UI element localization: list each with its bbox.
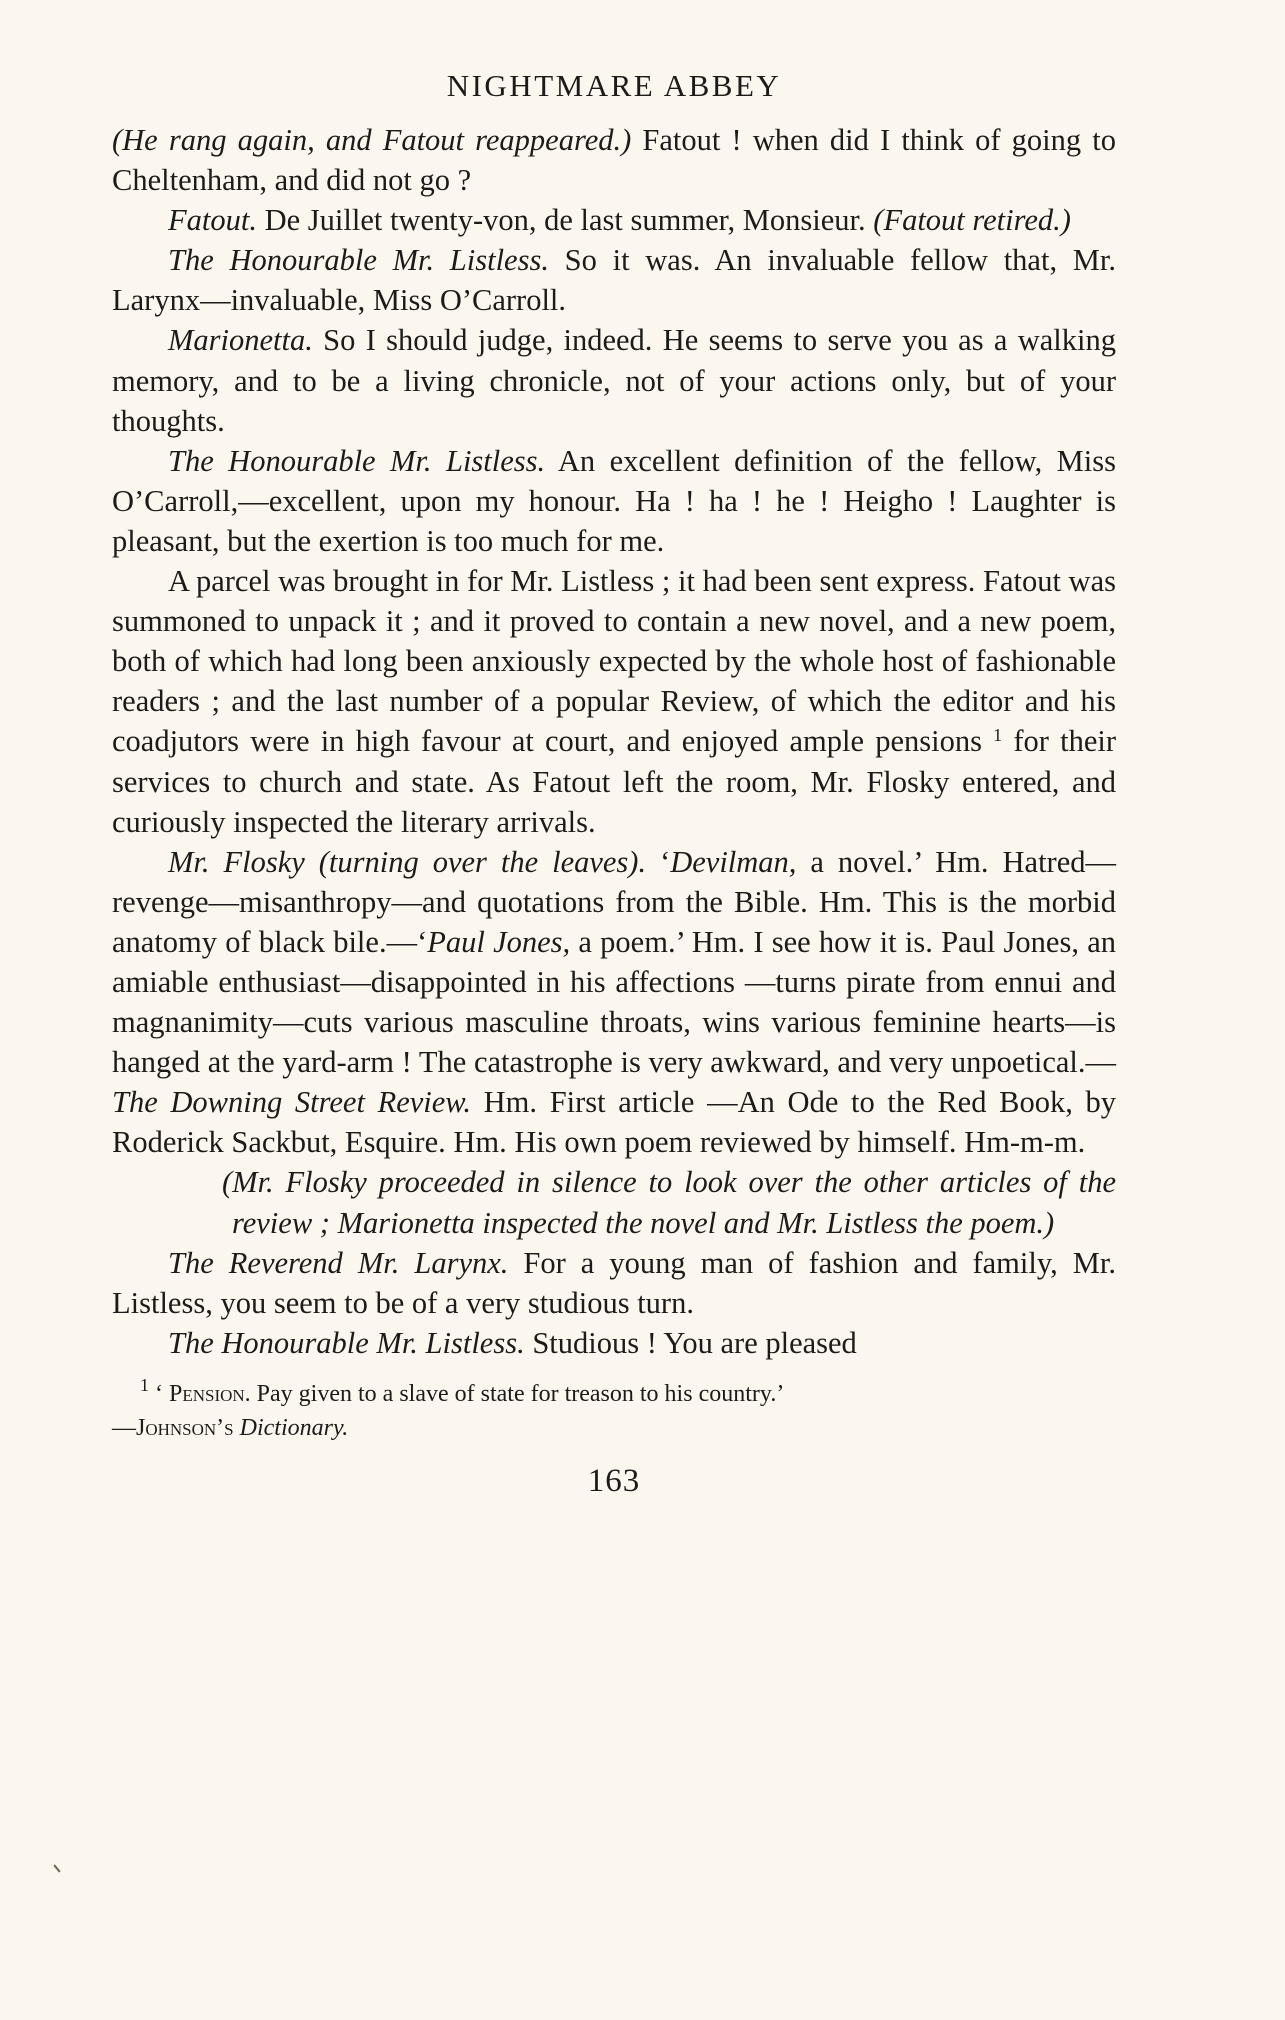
narrative-text: for their services to church and state. As Fatout left the room, Mr. Flosky entered, and curiously inspected the literary arrivals. <box>112 724 1116 839</box>
speaker-name: The Honourable Mr. Listless. <box>168 443 546 478</box>
speech-text: For a young man of fashion and family, Mr. Listless, you seem to be of a very studious turn. <box>112 1245 1116 1320</box>
body-text <box>112 120 1116 1363</box>
speech-text: Studious ! You are pleased <box>524 1325 857 1360</box>
stage-direction-block: (Mr. Flosky proceeded in silence to look over the other articles of the review ; Marionetta inspected the novel and Mr. Listless the poem.) <box>222 1165 1116 1240</box>
stage-direction: (turning over the leaves). <box>318 844 647 879</box>
speech-text: An excellent definition of the fellow, Miss O’Carroll,—excellent, upon my honour. Ha ! ha ! he ! Heigho ! Laughter is pleasant, but the exertion is too much for me. <box>112 443 1116 558</box>
review-title: The Downing Street Review. <box>112 1085 471 1120</box>
footnote-source <box>112 1411 1116 1445</box>
footnote-line <box>112 1374 1116 1411</box>
footnote <box>112 1374 1116 1445</box>
running-head: NIGHTMARE ABBEY <box>446 68 782 103</box>
footnote-dash: — <box>112 1414 136 1441</box>
footnote-marker: 1 <box>140 1374 149 1395</box>
paragraph-2 <box>112 200 1116 240</box>
footnote-source-name: Johnson’s <box>136 1414 234 1441</box>
speech-text: De Juillet twenty-von, de last summer, Monsieur. <box>256 203 874 238</box>
speaker-name: Mr. Flosky <box>168 844 305 879</box>
speech-text: So I should judge, indeed. He seems to serve you as a walking memory, and to be a living chronicle, not of your actions only, but of your thoughts. <box>112 323 1116 438</box>
paragraph-4 <box>112 320 1116 440</box>
speech-text: a poem.’ Hm. I see how it is. Paul Jones, an amiable enthusiast—disappointed in his affections —turns pirate from ennui and magnanimity—cuts various masculine throats, wins various feminine hearts—is hanged at the yard-arm ! The catastrophe is very awkward, and very unpoetical.— <box>112 924 1116 1080</box>
paragraph-9 <box>112 1243 1116 1323</box>
speaker-name: The Honourable Mr. Listless. <box>168 1325 525 1360</box>
paragraph-3 <box>112 240 1116 320</box>
stage-direction: (He rang again, and Fatout reappeared.) <box>112 123 632 157</box>
book-title: Paul Jones, <box>427 924 571 959</box>
footnote-term: ‘ Pension. <box>155 1380 251 1407</box>
book-title: Devilman, <box>670 844 797 879</box>
paragraph-1 <box>112 120 1116 200</box>
speech-text: Hm. First article —An Ode to the Red Book, by Roderick Sackbut, Esquire. Hm. His own poem reviewed by himself. Hm-m-m. <box>112 1085 1116 1160</box>
footnote-source-title: Dictionary. <box>239 1414 349 1441</box>
speech-text: a novel.’ Hm. Hatred—revenge—misanthropy—and quotations from the Bible. Hm. This is the morbid anatomy of black bile.—‘ <box>112 844 1116 959</box>
stage-direction: (Fatout retired.) <box>873 203 1071 238</box>
speaker-name: Fatout. <box>168 203 257 238</box>
footnote-reference: 1 <box>993 725 1003 746</box>
footnote-definition: Pay given to a slave of state for treason to his country.’ <box>250 1380 785 1407</box>
paragraph-6 <box>112 561 1116 842</box>
speech-text: So it was. An invaluable fellow that, Mr. Larynx—invaluable, Miss O’Carroll. <box>112 243 1116 318</box>
paragraph-7 <box>112 842 1116 1163</box>
speaker-name: The Reverend Mr. Larynx. <box>168 1245 509 1280</box>
speaker-name: Marionetta. <box>168 323 313 358</box>
paper-speck <box>53 1864 60 1872</box>
narrative-text: A parcel was brought in for Mr. Listless ; it had been sent express. Fatout was summoned to unpack it ; and it proved to contain a new novel, and a new poem, both of which had long been anxiously expected by the whole host of fashionable readers ; and the last number of a popular Review, of which the editor and his coadjutors were in high favour at court, and enjoyed ample pensions <box>112 564 1116 759</box>
book-page <box>112 66 1116 1500</box>
speaker-name: The Honourable Mr. Listless. <box>168 243 549 278</box>
speech-text: Fatout ! when did I think of going to Cheltenham, and did not go ? <box>112 123 1116 198</box>
paragraph-10 <box>112 1323 1116 1363</box>
page-number: 163 <box>587 1462 641 1499</box>
paragraph-5 <box>112 441 1116 561</box>
speech-text: ‘ <box>646 844 671 879</box>
